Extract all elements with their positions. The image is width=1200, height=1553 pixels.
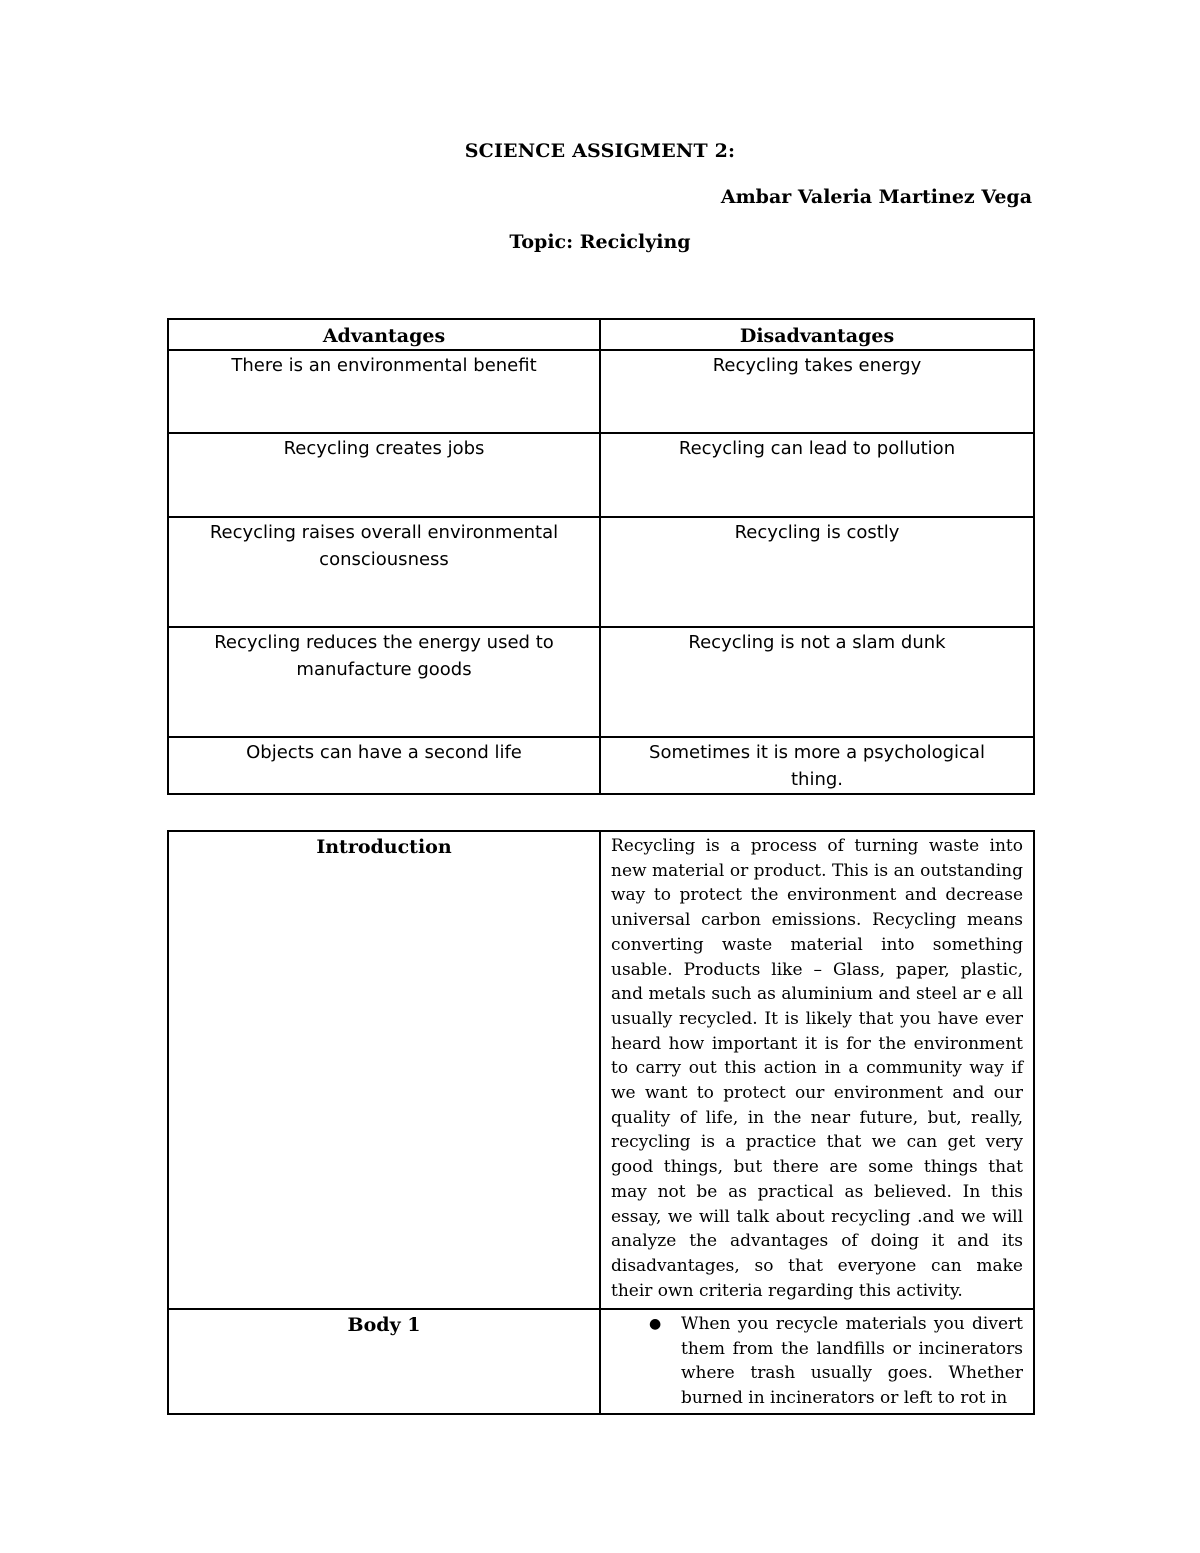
body1-row (168, 1309, 1034, 1414)
essay-table (167, 830, 1035, 1415)
body1-bullet-list (611, 1312, 1023, 1411)
advantage-cell: Objects can have a second life (168, 737, 600, 794)
document-title: SCIENCE ASSIGMENT 2: (464, 140, 736, 162)
advantages-header: Advantages (168, 319, 600, 350)
bullet-text: When you recycle materials you divert them from the landfills or incinerators where trash usually goes. Whether burned in incinerators or left to rot in (681, 1314, 1023, 1409)
introduction-row (168, 831, 1034, 1309)
document-topic: Topic: Reciclying (509, 231, 691, 253)
body1-content (600, 1309, 1034, 1414)
disadvantage-cell: Sometimes it is more a psychological thing. (600, 737, 1034, 794)
table-row (168, 627, 1034, 737)
disadvantage-cell: Recycling takes energy (600, 350, 1034, 433)
author-name: Ambar Valeria Martinez Vega (720, 186, 1032, 208)
body1-label: Body 1 (168, 1309, 600, 1414)
table-row (168, 517, 1034, 627)
advantage-cell: Recycling creates jobs (168, 433, 600, 517)
advantage-cell: There is an environmental benefit (168, 350, 600, 433)
introduction-label: Introduction (168, 831, 600, 1309)
table-row (168, 350, 1034, 433)
disadvantages-header: Disadvantages (600, 319, 1034, 350)
advantages-disadvantages-table (167, 318, 1035, 795)
disadvantage-cell: Recycling is costly (600, 517, 1034, 627)
list-item (611, 1312, 1023, 1411)
advantage-cell: Recycling reduces the energy used to manufacture goods (168, 627, 600, 737)
disadvantage-cell: Recycling can lead to pollution (600, 433, 1034, 517)
advantage-cell: Recycling raises overall environmental consciousness (168, 517, 600, 627)
table-row (168, 433, 1034, 517)
table-header-row (168, 319, 1034, 350)
table-row (168, 737, 1034, 794)
disadvantage-cell: Recycling is not a slam dunk (600, 627, 1034, 737)
bullet-icon: ● (649, 1316, 662, 1332)
introduction-text: Recycling is a process of turning waste into new material or product. This is an outstanding way to protect the environment and decrease universal carbon emissions. Recycling means converting waste material into something usable. Products like – Glass, paper, plastic, and metals such as aluminium and steel ar e all usually recycled. It is likely that you have ever heard how important it is for the environment to carry out this action in a community way if we want to protect our environment and our quality of life, in the near future, but, really, recycling is a practice that we can get very good things, but there are some things that may not be as practical as believed. In this essay, we will talk about recycling .and we will analyze the advantages of doing it and its disadvantages, so that everyone can make their own criteria regarding this activity. (600, 831, 1034, 1309)
